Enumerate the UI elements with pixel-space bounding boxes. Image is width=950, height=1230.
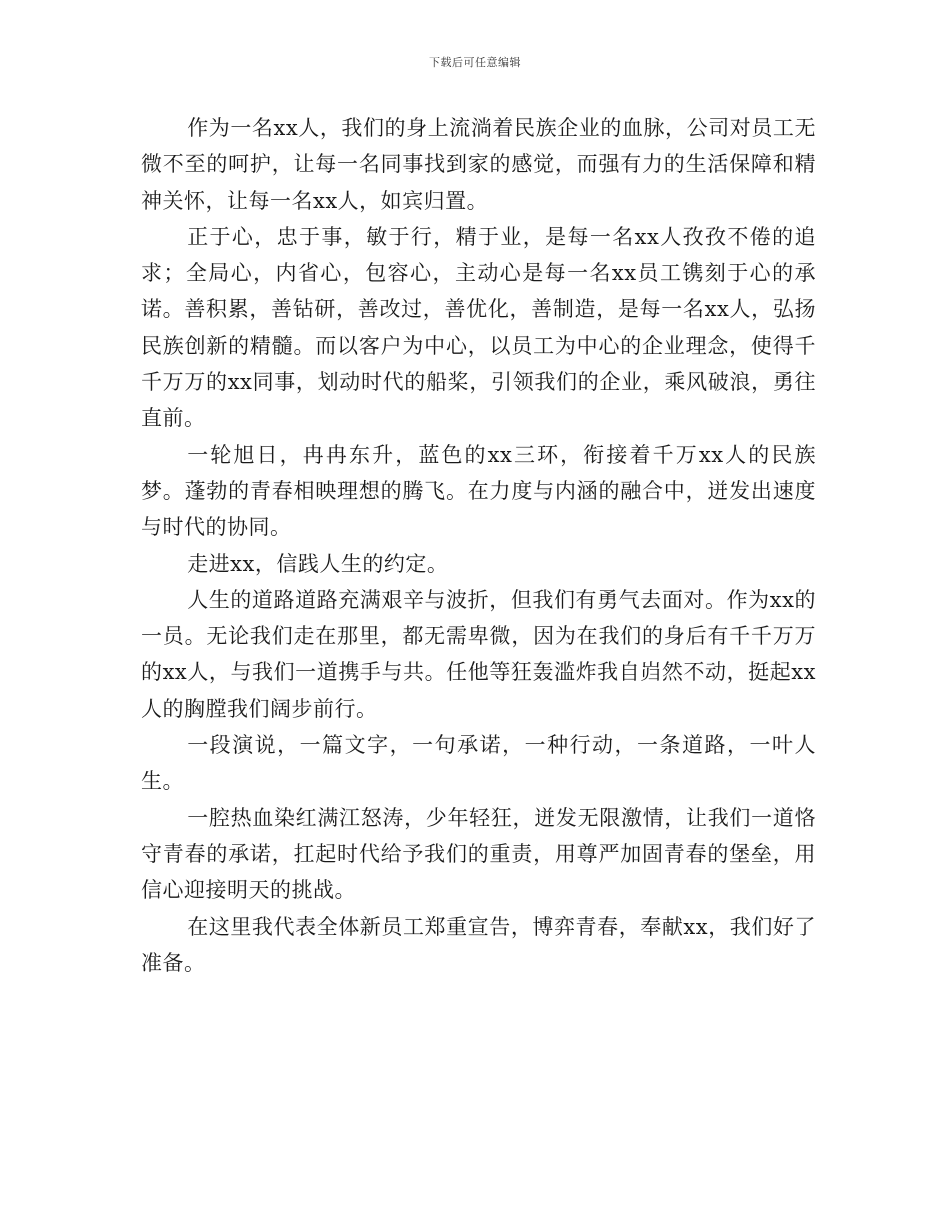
paragraph: 人生的道路道路充满艰辛与波折，但我们有勇气去面对。作为xx的一员。无论我们走在那里，都无需卑微，因为在我们的身后有千千万万的xx人，与我们一道携手与共。任他等狂轰滥炸我自岿然不动，挺起xx人的胸膛我们阔步前行。 (141, 587, 816, 721)
paragraph: 作为一名xx人，我们的身上流淌着民族企业的血脉，公司对员工无微不至的呵护，让每一名同事找到家的感觉，而强有力的生活保障和精神关怀，让每一名xx人，如宾归置。 (141, 116, 816, 213)
paragraph: 走进xx，信践人生的约定。 (187, 551, 449, 576)
paragraph: 一腔热血染红满江怒涛，少年轻狂，迸发无限激情，让我们一道恪守青春的承诺，扛起时代给予我们的重责，用尊严加固青春的堡垒，用信心迎接明天的挑战。 (141, 805, 816, 903)
paragraph: 在这里我代表全体新员工郑重宣告，博弈青春，奉献xx，我们好了准备。 (141, 914, 816, 975)
document-body (141, 110, 816, 981)
paragraph: 一轮旭日，冉冉东升，蓝色的xx三环，衔接着千万xx人的民族梦。蓬勃的青春相映理想的腾飞。在力度与内涵的融合中，迸发出速度与时代的协同。 (141, 442, 816, 540)
paragraph: 一段演说，一篇文字，一句承诺，一种行动，一条道路，一叶人生。 (141, 733, 816, 794)
page-header-note: 下载后可任意编辑 (429, 56, 521, 69)
paragraph: 正于心，忠于事，敏于行，精于业，是每一名xx人孜孜不倦的追求；全局心，内省心，包容心，主动心是每一名xx员工镌刻于心的承诺。善积累，善钻研，善改过，善优化，善制造，是每一名xx人，弘扬民族创新的精髓。而以客户为中心，以员工为中心的企业理念，使得千千万万的xx同事，划动时代的船桨，引领我们的企业，乘风破浪，勇往直前。 (141, 224, 816, 431)
